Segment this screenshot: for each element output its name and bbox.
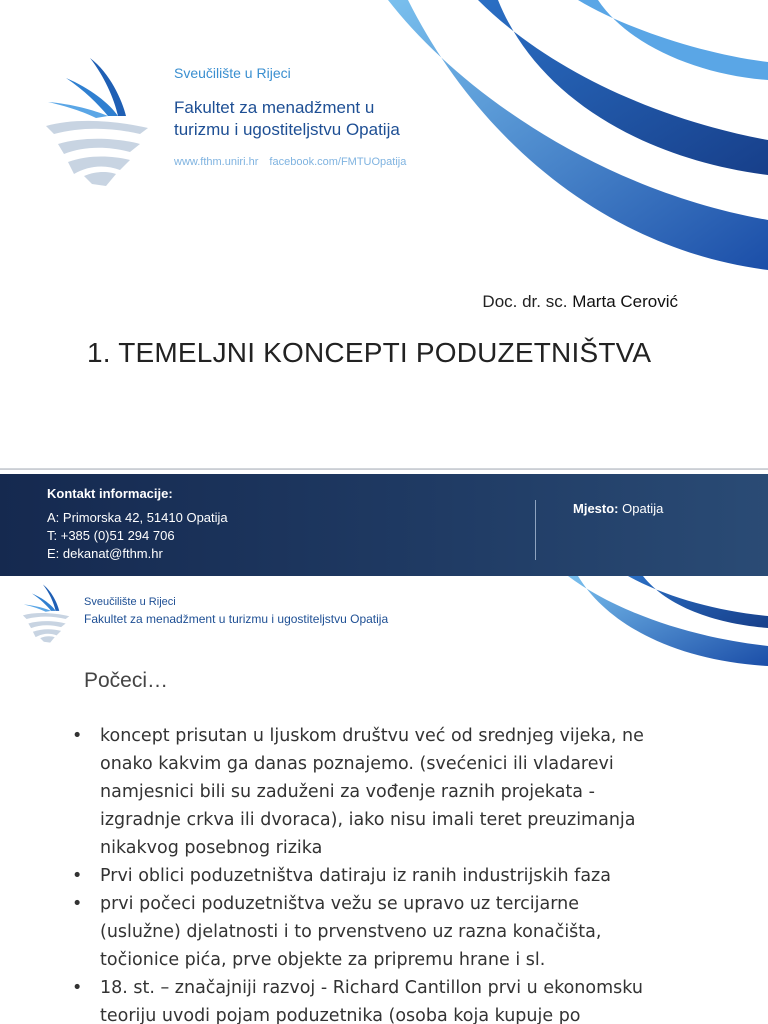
bullet-line: točionice pića, prve objekte za pripremu hrane i sl.	[100, 950, 546, 970]
author-name: Marta Cerović	[572, 292, 678, 311]
bullet-icon: •	[72, 978, 83, 998]
bullet-line: 18. st. – značajniji razvoj - Richard Cantillon prvi u ekonomsku	[100, 978, 643, 998]
website-link[interactable]: www.fthm.uniri.hr	[174, 156, 259, 168]
bullet-icon: •	[72, 866, 83, 886]
author	[482, 292, 678, 312]
author-title: Doc. dr. sc.	[482, 292, 568, 311]
bullet-icon: •	[72, 726, 83, 746]
list-item	[72, 722, 712, 862]
presentation-title: 1. TEMELJNI KONCEPTI PODUZETNIŠTVA	[87, 337, 652, 368]
header-university-name: Sveučilište u Rijeci	[84, 596, 176, 608]
fthm-logo-icon	[44, 58, 154, 188]
section-title: Počeci…	[84, 669, 169, 692]
contact-title: Kontakt informacije:	[47, 486, 173, 501]
contact-footer	[0, 474, 768, 576]
bullet-line: onako kakvim ga danas poznajemo. (svećenici ili vladarevi	[100, 754, 614, 774]
bullet-line: nikakvog posebnog rizika	[100, 838, 323, 858]
contact-address: A: Primorska 42, 51410 Opatija	[47, 510, 228, 525]
footer-separator	[535, 500, 536, 560]
bullet-icon: •	[72, 894, 83, 914]
faculty-name-line2: turizmu i ugostiteljstvu Opatija	[174, 120, 400, 139]
faculty-name-line1: Fakultet za menadžment u	[174, 98, 375, 117]
bullet-list	[72, 722, 712, 1024]
blue-swoosh-decoration-icon	[568, 576, 768, 666]
place	[573, 501, 663, 516]
bullet-line: koncept prisutan u ljuskom društvu već od srednjeg vijeka, ne	[100, 726, 644, 746]
faculty-name	[174, 97, 514, 141]
footer-divider	[0, 468, 768, 470]
university-name: Sveučilište u Rijeci	[174, 65, 291, 81]
title-slide	[0, 0, 768, 470]
list-item	[72, 862, 712, 890]
bullet-line: prvi počeci poduzetništva vežu se upravo uz tercijarne	[100, 894, 579, 914]
facebook-link[interactable]: facebook.com/FMTUOpatija	[269, 156, 407, 168]
header-faculty-name: Fakultet za menadžment u turizmu i ugostiteljstvu Opatija	[84, 612, 389, 626]
content-slide	[0, 576, 768, 1024]
contact-email: E: dekanat@fthm.hr	[47, 546, 163, 561]
place-label: Mjesto:	[573, 501, 619, 516]
bullet-line: izgradnje crkva ili dvoraca), iako nisu imali teret preuzimanja	[100, 810, 636, 830]
bullet-line: namjesnici bili su zaduženi za vođenje raznih projekata -	[100, 782, 595, 802]
list-item	[72, 974, 712, 1024]
bullet-line: teoriju uvodi pojam poduzetnika (osoba koja kupuje po	[100, 1006, 581, 1024]
place-value: Opatija	[622, 501, 664, 516]
fthm-logo-icon	[22, 584, 72, 644]
bullet-line: Prvi oblici poduzetništva datiraju iz ranih industrijskih faza	[100, 866, 611, 886]
bullet-line: (uslužne) djelatnosti i to prvenstveno uz razna konačišta,	[100, 922, 602, 942]
list-item	[72, 890, 712, 974]
contact-phone: T: +385 (0)51 294 706	[47, 528, 175, 543]
links-row	[174, 156, 414, 168]
